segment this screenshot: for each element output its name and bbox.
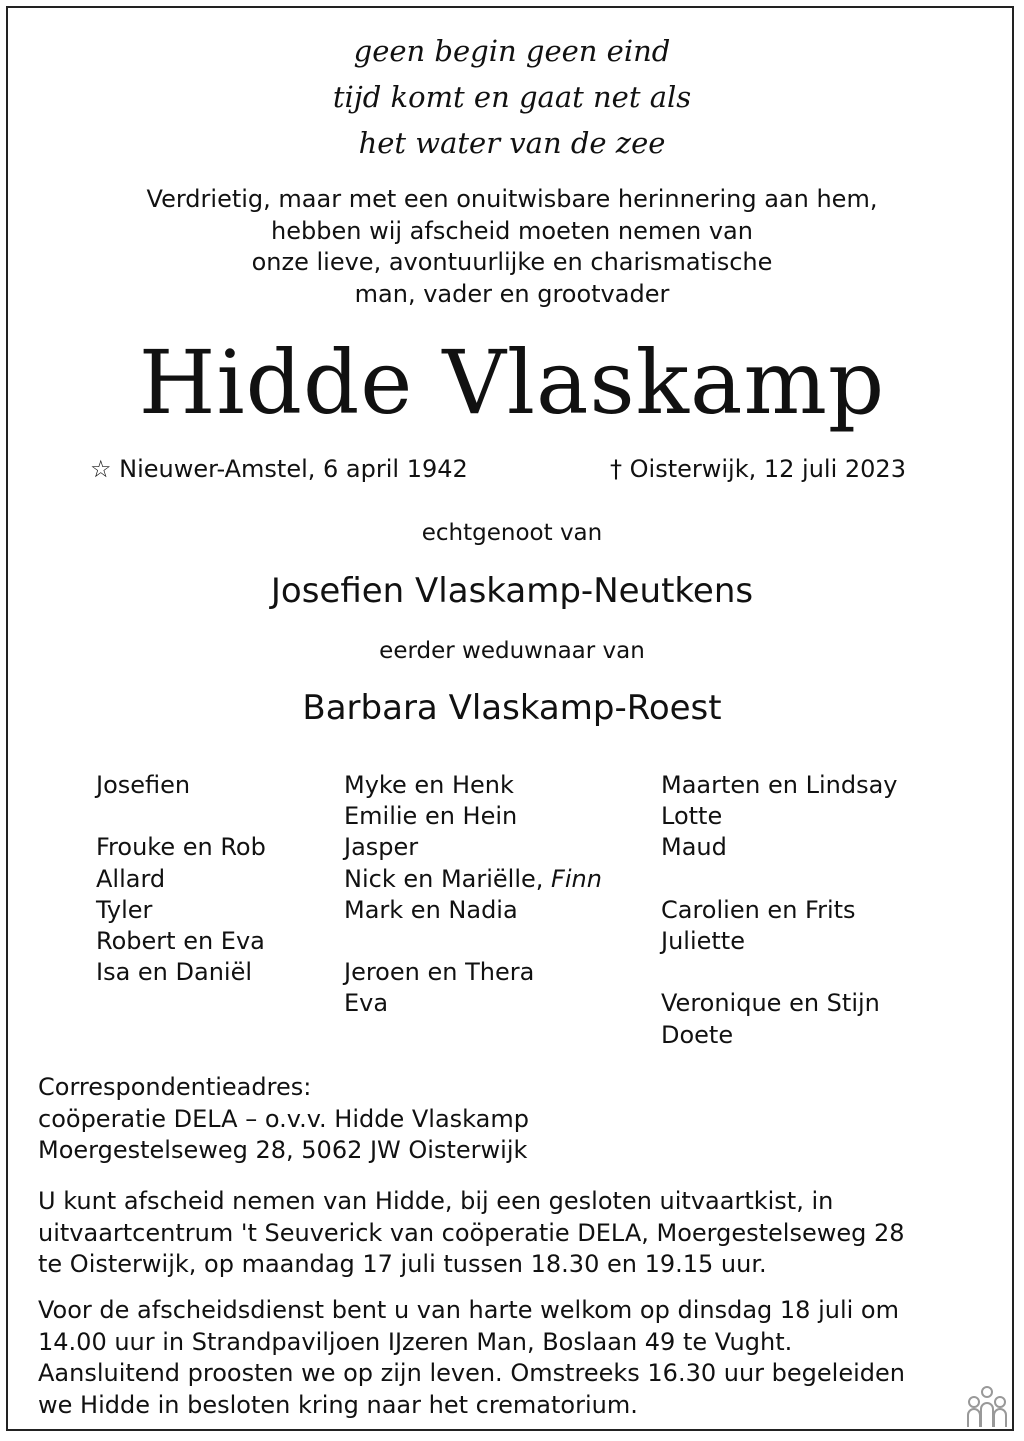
family-entry: Josefien [96,771,191,799]
family-entry: Maarten en Lindsay [661,771,898,799]
family-entry: Mark en Nadia [344,895,518,924]
address-line: coöperatie DELA – o.v.v. Hidde Vlaskamp [38,1104,529,1133]
viewing-line: uitvaartcentrum 't Seuverick van coöperatie DELA, Moergestelseweg 28 [38,1218,905,1247]
viewing-line: te Oisterwijk, op maandag 17 juli tussen 18.30 en 19.15 uur. [38,1250,767,1278]
family-entry-text: Nick en Mariëlle, [344,864,552,893]
star-icon: ☆ [90,455,112,483]
people-logo-icon [964,1385,1010,1429]
family-column-3 [661,770,898,1051]
family-entry: Allard [96,864,166,893]
family-column-2 [344,770,602,1020]
service-info [38,1295,998,1421]
family-entry: Jeroen en Thera [344,958,535,987]
spouse-label: echtgenoot van [421,520,603,546]
viewing-info [38,1186,998,1281]
address-line: Moergestelseweg 28, 5062 JW Oisterwijk [38,1136,528,1164]
birth-text: Nieuwer-Amstel, 6 april 1942 [119,455,468,483]
family-entry [96,801,266,832]
family-column-1 [96,770,266,988]
family-entry: Isa en Daniël [96,958,253,987]
poem-line: geen begin geen eind [353,34,671,68]
address-line: Correspondentieadres: [38,1073,312,1101]
family-entry [661,957,898,988]
former-spouse-name: Barbara Vlaskamp-Roest [302,688,722,728]
cross-icon: † [610,455,622,483]
deceased-name: Hidde Vlaskamp [138,331,886,434]
birth-info [90,453,468,485]
service-line: we Hidde in besloten kring naar het crematorium. [38,1390,638,1419]
family-entry: Veronique en Stijn [661,989,880,1018]
service-line: 14.00 uur in Strandpaviljoen IJzeren Man, Boslaan 49 te Vught. [38,1327,793,1356]
family-entry: Eva [344,989,389,1018]
family-entry: Maud [661,833,727,862]
family-entry: Emilie en Hein [344,802,518,831]
correspondence-address [38,1072,998,1167]
family-entry [344,926,602,957]
family-entry: Jasper [344,833,419,862]
family-entry: Tyler [96,895,153,924]
viewing-line: U kunt afscheid nemen van Hidde, bij een gesloten uitvaartkist, in [38,1187,834,1215]
intro-line: hebben wij afscheid moeten nemen van [271,216,753,245]
poem-line: het water van de zee [358,126,666,160]
spouse-name: Josefien Vlaskamp-Neutkens [270,571,754,611]
service-line: Voor de afscheidsdienst bent u van harte welkom op dinsdag 18 juli om [38,1296,899,1324]
grandchild-name: Finn [551,864,602,893]
former-spouse-label: eerder weduwnaar van [379,638,645,664]
death-text: Oisterwijk, 12 juli 2023 [629,455,906,483]
intro-line: man, vader en grootvader [354,279,670,308]
intro-line: onze lieve, avontuurlijke en charismatische [251,248,773,276]
family-entry: Carolien en Frits [661,895,856,924]
family-entry: Myke en Henk [344,771,514,799]
death-info [610,453,906,485]
family-entry: Robert en Eva [96,926,265,955]
family-entry [344,864,602,895]
intro-text [0,184,1024,310]
service-line: Aansluitend proosten we op zijn leven. Omstreeks 16.30 uur begeleiden [38,1359,905,1387]
family-entry: Juliette [661,926,745,955]
family-entry: Frouke en Rob [96,833,266,862]
intro-line: Verdrietig, maar met een onuitwisbare herinnering aan hem, [146,185,878,213]
poem-line: tijd komt en gaat net als [332,80,692,114]
family-entry: Lotte [661,802,723,831]
family-entry [661,864,898,895]
family-entry: Doete [661,1020,734,1049]
poem [0,28,1024,166]
